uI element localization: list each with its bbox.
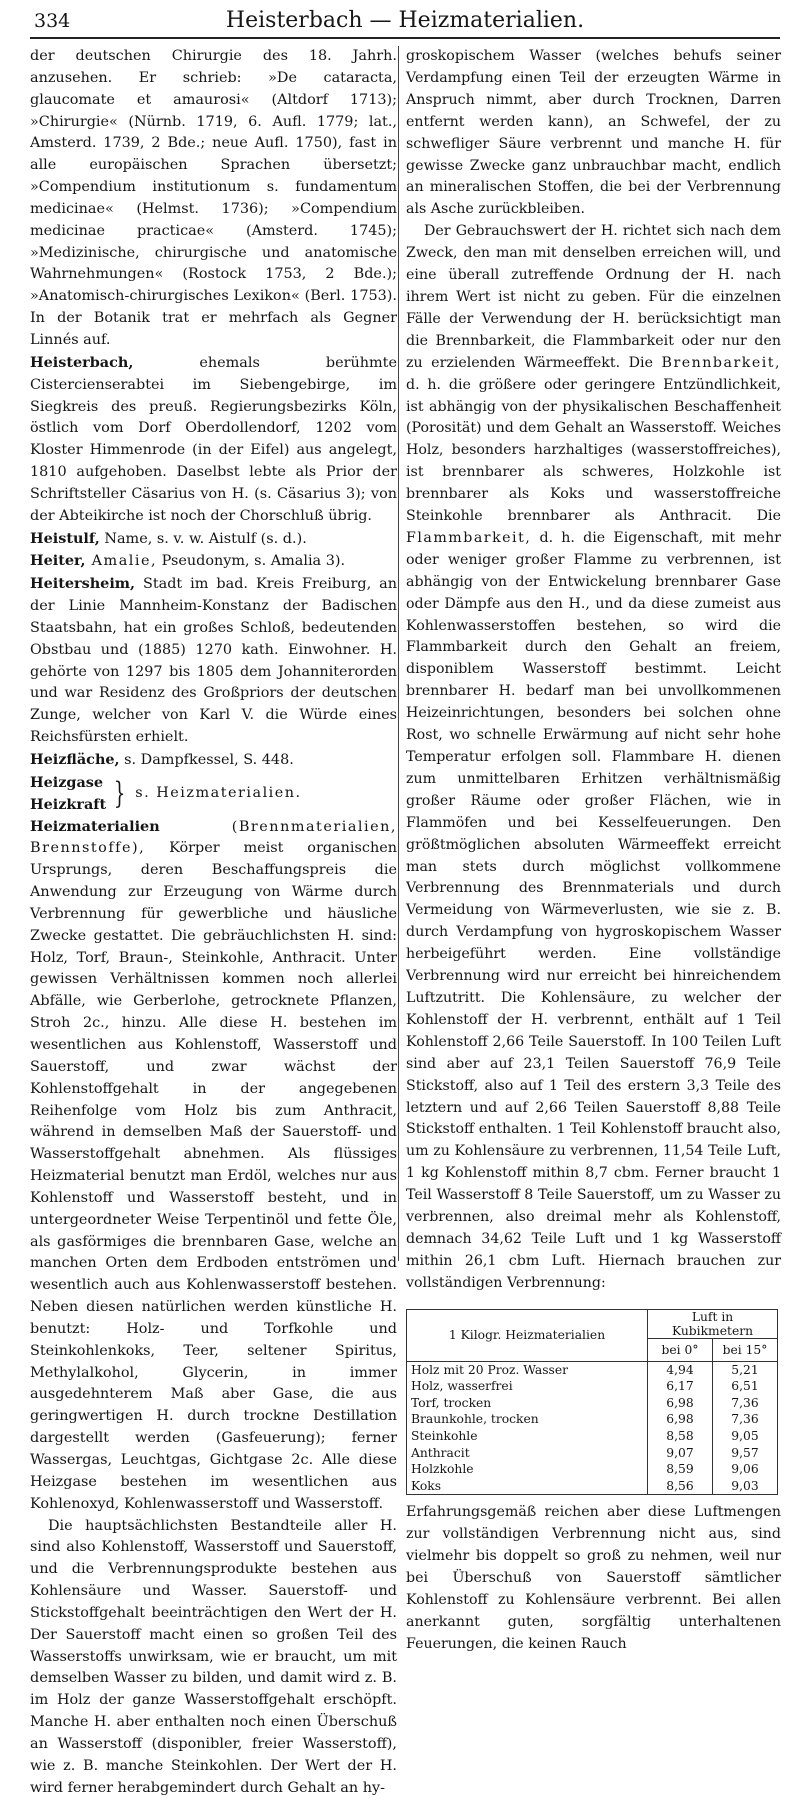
table-cell-0deg: 8,58: [648, 1428, 713, 1445]
cross-reference: s. Heizmaterialien.: [135, 784, 302, 801]
spaced-term: Brennbarkeit,: [661, 354, 781, 371]
entry-text: Körper meist organischen Ursprungs, deren Beschaffungspreis die Anwendung zur Erzeugung von Wärme durch Verbrennung für gewerbliche und häusliche Zwecke gestattet. Die gebräuchlichsten H. sind: Holz, Torf, Braun-, Steinkohle, Anthracit. Unter gewissen Verhältnissen kommen noch allerlei Abfälle, wie Gerberlohe, getrocknete Pflanzen, Stroh 2c., hinzu. Alle diese H. bestehen im wesentlichen aus Kohlenstoff, Wasserstoff und Sauerstoff, und zwar wächst der Kohlenstoffgehalt in der angegebenen Reihenfolge vom Holz bis zum Anthracit, während in demselben Maß der Sauerstoff- und Wasserstoffgehalt abnehmen. Als flüssiges Heizmaterial benutzt man Erdöl, welches nur aus Kohlenstoff und Wasserstoff besteht, und in untergeordneter Weise Terpentinöl und fette Öle, als gasförmiges die brennbaren Gase, welche an manchen Orten dem Erdboden entströmen und wesentlich auch aus Kohlenwasserstoff bestehen. Neben diesen natürlichen werden künstliche H. benutzt: Holz- und Torfkohle und Steinkohlenkoks, Teer, seltener Spiritus, Methylalkohol, Glycerin, in immer ausgedehnterem Maß aber Gase, die aus geringwertigen H. durch trockne Destillation dargestellt werden (Gasfeuerung); ferner Wassergas, Leuchtgas, Gichtgase 2c. Alle diese Heizgase bestehen im wesentlichen aus Kohlenoxyd, Kohlenwasserstoff und Wasserstoff.: [30, 840, 397, 1512]
page-header: [30, 8, 780, 40]
table-row: [407, 1478, 778, 1495]
table-cell-15deg: 9,06: [713, 1461, 778, 1478]
table-cell-15deg: 7,36: [713, 1395, 778, 1412]
entry-heistulf: [30, 528, 397, 551]
paragraph-gebrauchswert: [406, 221, 781, 1294]
entry-heizmaterialien: [30, 816, 397, 1516]
table-row: [407, 1395, 778, 1412]
brace-headwords: [30, 772, 106, 816]
headword: Heizgase: [30, 773, 104, 791]
entry-heizflaeche: [30, 749, 397, 772]
air-requirement-table: [406, 1309, 778, 1496]
table-header-group: Luft in Kubikmetern: [648, 1309, 778, 1338]
table-cell-0deg: 6,98: [648, 1411, 713, 1428]
paragraph-heister-continued: der deutschen Chirurgie des 18. Jahrh. anzusehen. Er schrieb: »De cataracta, glaucomate et amaurosi« (Altdorf 1713); »Chirurgie« (Nürnb. 1719, 6. Aufl. 1779; lat., Amsterd. 1739, 2 Bde.; neue Aufl. 1750), fast in alle europäischen Sprachen übersetzt; »Compendium institutionum s. fundamentum medicinae« (Helmst. 1736); »Compendium medicinae practicae« (Amsterd. 1745); »Medizinische, chirurgische und anatomische Wahrnehmungen« (Rostock 1753, 2 Bde.); »Anatomisch-chirurgisches Lexikon« (Berl. 1753). In der Botanik trat er mehrfach als Gegner Linnés auf.: [30, 48, 397, 348]
table-cell-name: Koks: [407, 1478, 648, 1495]
table-cell-name: Torf, trocken: [407, 1395, 648, 1412]
table-row: [407, 1378, 778, 1395]
brace-icon: }: [113, 775, 126, 811]
table-cell-15deg: 9,05: [713, 1428, 778, 1445]
table-cell-0deg: 8,56: [648, 1478, 713, 1495]
table-cell-name: Holz mit 20 Proz. Wasser: [407, 1361, 648, 1378]
table-cell-0deg: 6,98: [648, 1395, 713, 1412]
text: d. h. die größere oder geringere Entzündlichkeit, ist abhängig von der physikalischen Beschaffenheit (Porosität) und dem Gehalt an Wasserstoff. Weiches Holz, besonders harzhaltiges (wasserstoffreiches), ist brennbarer als schweres, Holzkohle ist brennbarer als Koks und wasserstoffreiche Steinkohle brennbarer als Anthracit. Die: [406, 376, 781, 525]
table-row: [407, 1411, 778, 1428]
text: Der Gebrauchswert der H. richtet sich nach dem Zweck, den man mit denselben erreichen will, und eine überall zutreffende Ordnung der H. nach ihrem Wert ist nicht zu geben. Für die einzelnen Fälle der Verwendung der H. berücksichtigt man die Brennbarkeit, die Flammbarkeit oder nur den zu erzielenden Wärmeeffekt. Die: [406, 223, 781, 371]
column-divider: [398, 46, 399, 1261]
table-row: [407, 1361, 778, 1378]
table-cell-15deg: 7,36: [713, 1411, 778, 1428]
spaced-synonyms: (Brennmaterialien, Brennstoffe),: [30, 818, 397, 857]
entry-heizgase-heizkraft: [30, 772, 397, 816]
table-cell-name: Anthracit: [407, 1445, 648, 1462]
spaced-name: Amalie,: [85, 553, 158, 570]
table-cell-0deg: 6,17: [648, 1378, 713, 1395]
entry-heiter: [30, 550, 397, 573]
entry-text: Stadt im bad. Kreis Freiburg, an der Linie Mannheim-Konstanz der Badischen Staatsbahn, hat ein großes Schloß, bedeutenden Obstbau und (1885) 1270 kath. Einwohner. H. gehörte von 1297 bis 1805 dem Johanniterorden und war Residenz des Großpriors der deutschen Zunge, welcher von Karl V. die Würde eines Reichsfürsten erhielt.: [30, 576, 397, 746]
table-row: [407, 1428, 778, 1445]
table-header-15deg: bei 15°: [713, 1338, 778, 1361]
text: d. h. die Eigenschaft, mit mehr oder weniger großer Flamme zu verbrennen, ist abhängig von der Entwickelung brennbarer Gase oder Dämpfe aus den H., und da diese zumeist aus Kohlenwasserstoffen bestehen, so wird die Flammbarkeit durch den Gehalt an freiem, disponiblem Wasserstoff bestimmt. Leicht brennbarer H. bedarf man bei unvollkommenen Heizeinrichtungen, besonders bei solchen ohne Rost, wo schnelle Erwärmung auf nicht sehr hohe Temperatur erfolgen soll. Flammbare H. dienen zum unmittelbaren Erhitzen verhältnismäßig großer Räume oder großer Flächen, wie in Flammöfen und bei Kesselfeuerungen. Den größtmöglichen absoluten Wärmeeffekt erreicht man stets durch möglichst vollkommene Verbrennung des Brennmaterials und durch Vermeidung von Wärmeverlusten, wie sie z. B. durch Verdampfung von hygroskopischem Wasser herbeigeführt werden. Eine vollständige Verbrennung wird nur erreicht bei hinreichendem Luftzutritt. Die Kohlensäure, zu welcher der Kohlenstoff der H. verbrennt, enthält auf 1 Teil Kohlenstoff 2,66 Teile Sauerstoff. In 100 Teilen Luft sind aber auf 23,1 Teilen Sauerstoff 76,9 Teile Stickstoff, also auf 1 Teil des erstern 3,3 Teile des letztern und auf 2,66 Teilen Sauerstoff 8,88 Teile Stickstoff enthalten. 1 Teil Kohlenstoff braucht also, um zu Kohlensäure zu verbrennen, 11,54 Teile Luft, 1 kg Kohlenstoff mithin 8,7 cbm. Ferner braucht 1 Teil Wasserstoff 8 Teile Sauerstoff, um zu Wasser zu verbrennen, also dreimal mehr als Kohlenstoff, demnach 34,62 Teile Luft und 1 kg Wasserstoff mithin 26,1 cbm Luft. Hiernach brauchen zur vollständigen Verbrennung:: [406, 529, 781, 1291]
table-cell-15deg: 9,57: [713, 1445, 778, 1462]
entry-text: s. Dampfkessel, S. 448.: [119, 752, 294, 768]
table-cell-15deg: 6,51: [713, 1378, 778, 1395]
headword: Heizfläche,: [30, 751, 120, 768]
table-cell-name: Braunkohle, trocken: [407, 1411, 648, 1428]
table-cell-name: Steinkohle: [407, 1428, 648, 1445]
header-rule: [30, 37, 780, 39]
paragraph-bestandteile: Die hauptsächlichsten Bestandteile aller H. sind also Kohlenstoff, Wasserstoff und Sauerstoff, und die Verbrennungsprodukte bestehen aus Kohlensäure und Wasser. Sauerstoff- und Stickstoffgehalt beeinträchtigen den Wert der H. Der Sauerstoff macht einen so großen Teil des Wasserstoffs unwirksam, wie er braucht, um mit demselben Wasser zu bilden, und damit wird z. B. im Holz der ganze Wasserstoffgehalt erschöpft. Manche H. aber enthalten noch einen Überschuß an Wasserstoff (disponibler, freier Wasserstoff), wie z. B. manche Steinkohlen. Der Wert der H. wird ferner herabgemindert durch Gehalt an hy-: [30, 1517, 397, 1796]
entry-heisterbach: [30, 352, 397, 528]
paragraph-continued: groskopischem Wasser (welches behufs seiner Verdampfung einen Teil der erzeugten Wärme in Anspruch nimmt, aber durch Trocknen, Darren entfernt werden kann), an Schwefel, der zu schwefliger Säure verbrennt und manche H. für gewisse Zwecke ganz unbrauchbar macht, endlich an mineralischen Stoffen, die bei der Verbrennung als Asche zurückbleiben.: [406, 48, 781, 218]
headword: Heizmaterialien: [30, 817, 160, 835]
table-row: [407, 1445, 778, 1462]
entry-text: Name, s. v. w. Aistulf (s. d.).: [99, 530, 307, 547]
headword: Heistulf,: [30, 529, 100, 547]
paragraph-erfahrungsgemaess: Erfahrungsgemäß reichen aber diese Luftmengen zur vollständigen Verbrennung nicht aus, sind vielmehr bis doppelt so groß zu nehmen, weil nur bei Überschuß von Sauerstoff sämtlicher Kohlenstoff zu Kohlensäure verbrennt. Bei allen anerkannt guten, sorgfältig unterhaltenen Feuerungen, die keinen Rauch: [406, 1504, 781, 1652]
headword: Heitersheim,: [30, 575, 136, 593]
table-row: [407, 1461, 778, 1478]
headword: Heiter,: [30, 552, 86, 570]
headword: Heisterbach,: [30, 353, 134, 371]
table-cell-name: Holzkohle: [407, 1461, 648, 1478]
table-header-0deg: bei 0°: [648, 1338, 713, 1361]
right-column: [406, 46, 781, 1656]
spaced-term: Flammbarkeit,: [406, 529, 532, 546]
entry-heitersheim: [30, 573, 397, 749]
running-title: Heisterbach — Heizmaterialien.: [225, 8, 585, 33]
left-column: [30, 46, 397, 1800]
entry-text: Pseudonym, s. Amalia 3).: [157, 553, 346, 570]
table-cell-15deg: 5,21: [713, 1361, 778, 1378]
table-cell-0deg: 9,07: [648, 1445, 713, 1462]
table-cell-name: Holz, wasserfrei: [407, 1378, 648, 1395]
table-cell-0deg: 8,59: [648, 1461, 713, 1478]
table-cell-15deg: 9,03: [713, 1478, 778, 1495]
page-number: 334: [34, 10, 71, 32]
table-cell-0deg: 4,94: [648, 1361, 713, 1378]
headword: Heizkraft: [30, 795, 107, 813]
table-header-material: 1 Kilogr. Heizmaterialien: [407, 1309, 648, 1361]
entry-text: ehemals berühmte Cistercienserabtei im Siebengebirge, im Siegkreis des preuß. Regierungsbezirks Köln, östlich vom Dorf Oberdollendorf, 1202 vom Kloster Himmenrode (in der Eifel) aus angelegt, 1810 aufgehoben. Daselbst lebte als Prior der Schriftsteller Cäsarius von H. (s. Cäsarius 3); von der Abteikirche ist noch der Chorschluß übrig.: [30, 354, 397, 524]
